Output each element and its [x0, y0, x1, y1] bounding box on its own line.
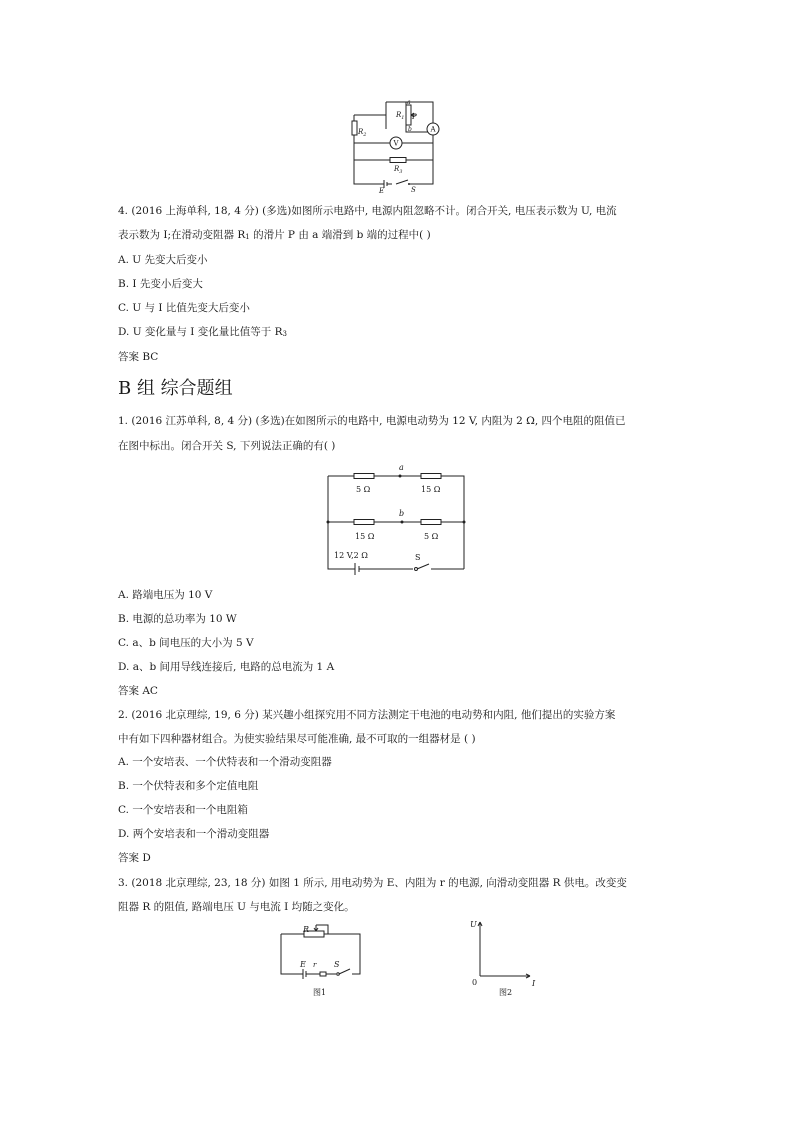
label-r3: $R_3$ [394, 165, 403, 175]
label-r1: $R_1$ [396, 111, 405, 121]
q4-stem-line1: 4. (2016 上海单科, 18, 4 分) (多选)如图所示电路中, 电源内阻忽略不计。闭合开关, 电压表示数为 U, 电流 [118, 205, 617, 217]
b2-option-b: B. 一个伏特表和多个定值电阻 [118, 780, 259, 792]
battery [384, 180, 392, 188]
b1-option-a: A. 路端电压为 10 V [118, 589, 213, 601]
resistor-15ohm-top [421, 474, 441, 479]
resistor-5ohm-bottom [421, 520, 441, 525]
b2-answer: 答案 D [118, 852, 151, 864]
label-b: b [408, 126, 412, 133]
switch [396, 180, 408, 184]
label-source: 12 V,2 Ω [334, 551, 368, 560]
q4-answer: 答案 BC [118, 351, 159, 363]
node-b [401, 521, 404, 524]
node-a [399, 475, 402, 478]
label-r-bottom-left: 15 Ω [355, 532, 375, 541]
label-e: E [300, 960, 306, 969]
b2-option-a: A. 一个安培表、一个伏特表和一个滑动变阻器 [118, 756, 332, 768]
label-s: S [334, 960, 340, 969]
q4-stem-line2: 表示数为 I;在滑动变阻器 $R_1$ 的滑片 P 由 a 端滑到 b 端的过程中( ) [118, 229, 431, 241]
u-axis [478, 922, 482, 976]
label-switch: S [415, 553, 421, 562]
b3-stem-line1: 3. (2018 北京理综, 23, 18 分) 如图 1 所示, 用电动势为 E、内阻为 r 的电源, 向滑动变阻器 R 供电。改变变 [118, 877, 627, 889]
b1-stem-line1: 1. (2016 江苏单科, 8, 4 分) (多选)在如图所示的电路中, 电源电动势为 12 V, 内阻为 2 Ω, 四个电阻的阻值已 [118, 415, 626, 427]
b3-stem-line2: 阻器 R 的阻值, 路端电压 U 与电流 I 均随之变化。 [118, 901, 355, 913]
fig1-caption: 图1 [313, 988, 327, 997]
q4-option-b: B. I 先变小后变大 [118, 278, 203, 290]
b1-option-d: D. a、b 间用导线连接后, 电路的总电流为 1 A [118, 661, 335, 673]
switch-contact [408, 183, 410, 185]
label-i: I [532, 979, 536, 988]
label-r-bottom-right: 5 Ω [424, 532, 439, 541]
node [463, 521, 466, 524]
label-origin: 0 [472, 978, 478, 987]
rheostat-r1 [406, 105, 411, 125]
wire [354, 115, 384, 184]
voltmeter-label: V [393, 139, 399, 148]
graph-figure-2 [468, 916, 548, 996]
circuit-figure-q4 [348, 98, 448, 193]
b1-option-b: B. 电源的总功率为 10 W [118, 613, 237, 625]
node [327, 521, 330, 524]
switch [417, 564, 429, 569]
b1-answer: 答案 AC [118, 685, 158, 697]
label-r-top-right: 15 Ω [421, 485, 441, 494]
label-a: a [407, 99, 411, 106]
battery [328, 563, 413, 575]
label-s: S [411, 186, 416, 194]
circuit-figure-b1 [327, 463, 467, 568]
label-r-internal: r [313, 961, 317, 969]
i-axis [480, 974, 530, 978]
b2-option-d: D. 两个安培表和一个滑动变阻器 [118, 828, 270, 840]
resistor-15ohm-bottom [354, 520, 374, 525]
label-r-top-left: 5 Ω [356, 485, 371, 494]
wire [281, 934, 360, 974]
circuit-figure-1 [280, 922, 370, 1002]
switch [339, 969, 350, 974]
ammeter-label: A [430, 125, 436, 134]
fig2-caption: 图2 [499, 988, 513, 997]
b1-option-c: C. a、b 间电压的大小为 5 V [118, 637, 254, 649]
resistor-r3 [390, 158, 406, 163]
resistor-r2 [352, 121, 357, 135]
label-e: E [379, 187, 385, 195]
internal-resistance [320, 972, 326, 976]
label-a: a [399, 463, 404, 472]
section-title: B 组 综合题组 [118, 378, 233, 399]
q4-option-d: D. U 变化量与 I 变化量比值等于 $R_3$ [118, 326, 287, 338]
label-b: b [399, 509, 405, 518]
q4-option-c: C. U 与 I 比值先变大后变小 [118, 302, 250, 314]
b1-stem-line2: 在图中标出。闭合开关 S, 下列说法正确的有( ) [118, 440, 336, 452]
label-p: P [412, 113, 417, 121]
q4-option-a: A. U 先变大后变小 [118, 254, 208, 266]
b2-stem-line1: 2. (2016 北京理综, 19, 6 分) 某兴趣小组探究用不同方法测定干电池的电动势和内阻, 他们提出的实验方案 [118, 709, 616, 721]
wire [410, 129, 433, 184]
b2-option-c: C. 一个安培表和一个电阻箱 [118, 804, 248, 816]
switch-contact [337, 973, 340, 976]
label-r2: $R_2$ [358, 128, 367, 138]
label-r: R [303, 925, 310, 934]
b2-stem-line2: 中有如下四种器材组合。为使实验结果尽可能准确, 最不可取的一组器材是 ( ) [118, 733, 476, 745]
label-u: U [470, 920, 477, 929]
resistor-5ohm-top [354, 474, 374, 479]
